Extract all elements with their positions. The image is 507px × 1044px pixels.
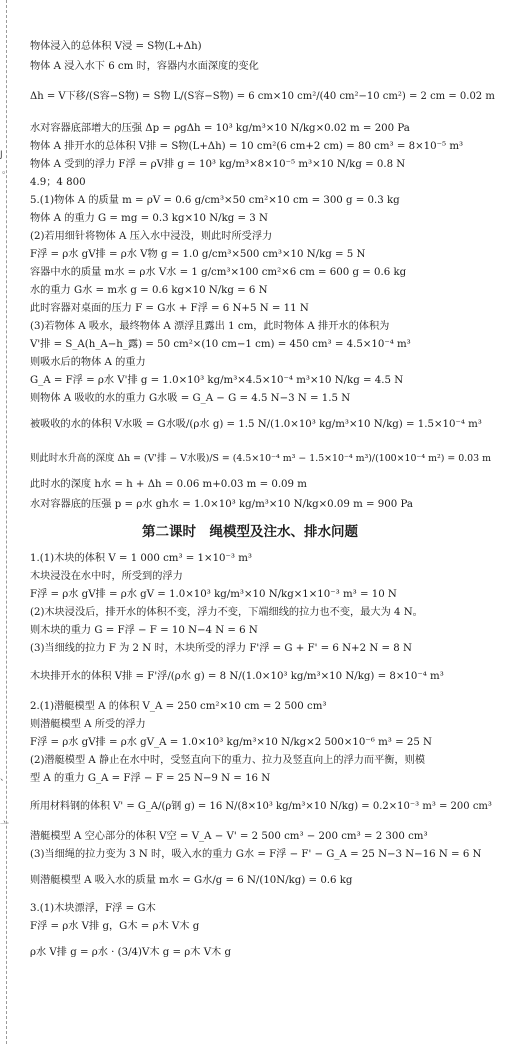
solution-line: 则潜艇模型 A 所受的浮力 — [30, 719, 146, 730]
solution-line: 此时水的深度 h水 = h + Δh = 0.06 m+0.03 m = 0.09 m — [30, 479, 307, 490]
solution-line: 容器中水的质量 m水 = ρ水 V水 = 1 g/cm³×100 cm²×6 cm = 600 g = 0.6 kg — [30, 267, 407, 278]
solution-line: 2.(1)潜艇模型 A 的体积 V_A = 250 cm²×10 cm = 2 500 cm³ — [30, 701, 327, 712]
solution-line: (2)木块浸没后，排开水的体积不变，浮力不变，下端细线的拉力也不变，最大为 4 N。 — [30, 607, 423, 618]
margin-mark: 亠 — [0, 821, 10, 831]
solution-line: 物体 A 浸入水下 6 cm 时，容器内水面深度的变化 — [30, 61, 259, 72]
solution-line: 物体浸入的总体积 V浸 = S物(L+Δh) — [30, 41, 202, 52]
solution-line: 则吸水后的物体 A 的重力 — [30, 357, 146, 368]
section-heading: 第二课时 绳模型及注水、排水问题 — [142, 524, 358, 540]
solution-line: 3.(1)木块漂浮，F浮 = G木 — [30, 903, 156, 914]
answer-line: 4.9；4 800 — [30, 177, 86, 188]
solution-line: 此时容器对桌面的压力 F = G水 + F浮 = 6 N+5 N = 11 N — [30, 303, 309, 314]
solution-line: F浮 = ρ水 V排 g，G木 = ρ木 V木 g — [30, 921, 200, 932]
formula-line: Δh = V下移/(S容−S物) = S物 L/(S容−S物) = 6 cm×10 cm²/(40 cm²−10 cm²) = 2 cm = 0.02 m — [30, 91, 495, 102]
margin-mark: 。 — [2, 166, 12, 176]
solution-line: 则木块的重力 G = F浮 − F = 10 N−4 N = 6 N — [30, 625, 258, 636]
formula-line: ρ水 V排 g = ρ水 · (3/4)V木 g = ρ木 V木 g — [30, 947, 232, 958]
margin-mark: J — [0, 150, 3, 160]
formula-line: 则潜艇模型 A 吸入水的质量 m水 = G水/g = 6 N/(10N/kg) = 0.6 kg — [30, 875, 353, 886]
solution-line: (2)潜艇模型 A 静止在水中时，受竖直向下的重力、拉力及竖直向上的浮力而平衡，则模 — [30, 755, 426, 766]
solution-line: (2)若用细针将物体 A 压入水中浸没，则此时所受浮力 — [30, 231, 273, 242]
solution-line: F浮 = ρ水 gV排 = ρ水 V物 g = 1.0 g/cm³×500 cm³×10 N/kg = 5 N — [30, 249, 366, 260]
solution-line: (3)当细绳的拉力变为 3 N 时，吸入水的重力 G水 = F浮 − F' − G_A = 25 N−3 N−16 N = 6 N — [30, 849, 482, 860]
formula-line: 木块排开水的体积 V排 = F'浮/(ρ水 g) = 8 N/(1.0×10³ kg/m³×10 N/kg) = 8×10⁻⁴ m³ — [30, 671, 444, 682]
solution-line: 则物体 A 吸收的水的重力 G水吸 = G_A − G = 4.5 N−3 N = 1.5 N — [30, 393, 351, 404]
solution-line: 1.(1)木块的体积 V = 1 000 cm³ = 1×10⁻³ m³ — [30, 553, 252, 564]
solution-line: (3)当细线的拉力 F 为 2 N 时，木块所受的浮力 F'浮 = G + F' = 6 N+2 N = 8 N — [30, 643, 412, 654]
solution-line: F浮 = ρ水 gV排 = ρ水 gV_A = 1.0×10³ kg/m³×10 N/kg×2 500×10⁻⁶ m³ = 25 N — [30, 737, 432, 748]
solution-line: V'排 = S_A(h_A−h_露) = 50 cm²×(10 cm−1 cm) = 450 cm³ = 4.5×10⁻⁴ m³ — [30, 339, 411, 350]
solution-line: 水对容器底部增大的压强 Δp = ρgΔh = 10³ kg/m³×10 N/kg×0.02 m = 200 Pa — [30, 123, 410, 134]
solution-line: 潜艇模型 A 空心部分的体积 V空 = V_A − V' = 2 500 cm³ − 200 cm³ = 2 300 cm³ — [30, 831, 428, 842]
solution-line: F浮 = ρ水 gV排 = ρ水 gV = 1.0×10³ kg/m³×10 N/kg×1×10⁻³ m³ = 10 N — [30, 589, 397, 600]
solution-line: (3)若物体 A 吸水，最终物体 A 漂浮且露出 1 cm，此时物体 A 排开水的体积为 — [30, 321, 390, 332]
solution-line: 木块浸没在水中时，所受到的浮力 — [30, 571, 183, 582]
formula-line: 被吸收的水的体积 V水吸 = G水吸/(ρ水 g) = 1.5 N/(1.0×10³ kg/m³×10 N/kg) = 1.5×10⁻⁴ m³ — [30, 419, 482, 430]
solution-line: 水对容器底的压强 p = ρ水 gh水 = 1.0×10³ kg/m³×10 N/kg×0.09 m = 900 Pa — [30, 499, 413, 510]
solution-line: G_A = F浮 = ρ水 V'排 g = 1.0×10³ kg/m³×4.5×10⁻⁴ m³×10 N/kg = 4.5 N — [30, 375, 404, 386]
formula-line: 则此时水升高的深度 Δh = (V'排 − V水吸)/S = (4.5×10⁻⁴ m³ − 1.5×10⁻⁴ m³)/(100×10⁻⁴ m²) = 0.03 m — [30, 453, 491, 464]
margin-dashed-line — [6, 0, 7, 1044]
solution-line: 水的重力 G水 = m水 g = 0.6 kg×10 N/kg = 6 N — [30, 285, 268, 296]
solution-line: 物体 A 受到的浮力 F浮 = ρV排 g = 10³ kg/m³×8×10⁻⁵ m³×10 N/kg = 0.8 N — [30, 159, 406, 170]
margin-mark: 、 — [0, 773, 10, 783]
solution-line: 5.(1)物体 A 的质量 m = ρV = 0.6 g/cm³×50 cm²×10 cm = 300 g = 0.3 kg — [30, 195, 400, 206]
solution-line: 型 A 的重力 G_A = F浮 − F = 25 N−9 N = 16 N — [30, 773, 271, 784]
solution-line: 物体 A 排开水的总体积 V排 = S物(L+Δh) = 10 cm²(6 cm+2 cm) = 80 cm³ = 8×10⁻⁵ m³ — [30, 141, 464, 152]
solution-line: 物体 A 的重力 G = mg = 0.3 kg×10 N/kg = 3 N — [30, 213, 268, 224]
formula-line: 所用材料钢的体积 V' = G_A/(ρ钢 g) = 16 N/(8×10³ kg/m³×10 N/kg) = 0.2×10⁻³ m³ = 200 cm³ — [30, 801, 492, 812]
